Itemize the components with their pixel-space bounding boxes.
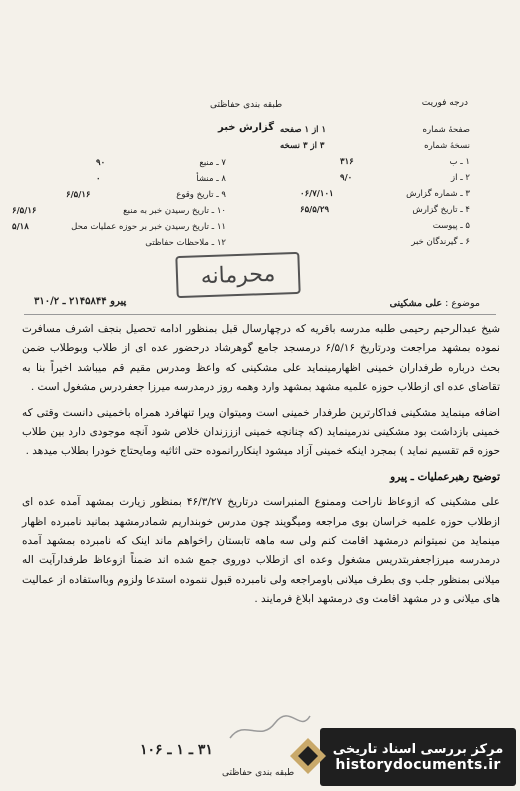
field-row: ۱۲ ـ ملاحظات حفاظتی xyxy=(145,238,226,248)
classification-label: طبقه بندی حفاظتی xyxy=(210,100,283,110)
subject-value: علی مشکینی xyxy=(389,298,443,309)
form-title: گزارش خبر xyxy=(218,122,275,133)
right-fields xyxy=(260,122,470,250)
subject-label: موضوع : xyxy=(445,298,480,309)
body-paragraph: شیخ عبدالرحیم رحیمی طلبه مدرسه باقریه که درچهارسال قبل بمنظور ادامه تحصیل بنجف اشرف مسافرت نموده بمشهد مراجعت ودرتاریخ ۶/۵/۱۶ درمسجد جامع گوهرشاد درحضور عده ای از طلاب وبوطلاب ضمن بحث درباره طرفداران خمینی اظهارمینماید علی مشکینی که واعظ ومدرس مقیم قم میباشد اخیراً بنا به تقاضای عده ای ازطلاب حوزه علمیه مشهد بمشهد وارد وهمه روز درمدرسه میرزا جعفردرس مشغول است . xyxy=(22,323,500,394)
footer-ref-number: ۳۱ ـ ۱ ـ ۱۰۶ xyxy=(140,742,213,758)
footer-classification: طبقه بندی حفاظتی xyxy=(222,768,295,778)
field-row: ۳ ـ شماره گزارش ۰۶/۷/۱۰۱ xyxy=(300,189,470,199)
archive-logo-icon xyxy=(288,736,328,776)
field-row: ۷ ـ منبع ۹۰ xyxy=(96,158,226,168)
field-row: ۸ ـ منشأ ۰ xyxy=(96,174,226,184)
degree-label: درجه فوریت xyxy=(421,98,468,108)
field-row: ۹ ـ تاریخ وقوع ۶/۵/۱۶ xyxy=(66,190,226,200)
field-row: ۶ ـ گیرندگان خبر xyxy=(411,237,470,247)
site-watermark xyxy=(320,728,516,786)
watermark-url: historydocuments.ir xyxy=(335,756,501,773)
watermark-title: مرکز بررسی اسناد تاریخی xyxy=(332,741,504,757)
field-row: ۵ ـ پیوست xyxy=(432,221,470,231)
report-body xyxy=(22,320,500,616)
subject-divider xyxy=(24,314,496,315)
confidential-stamp: محرمانه xyxy=(175,252,300,298)
field-row: ۱۱ ـ تاریخ رسیدن خبر بر حوزه عملیات محل ۵/۱۸ xyxy=(12,222,226,232)
field-row: ۲ ـ از ۹/۰ xyxy=(340,173,470,183)
field-row: صفحهٔ شماره ۱ از ۱ صفحه xyxy=(280,125,470,135)
operations-note-heading: توضیح رهبرعملیات ـ پیرو xyxy=(390,470,500,483)
field-row: نسخهٔ شماره ۳ از ۳ نسخه xyxy=(280,141,470,151)
left-fields xyxy=(12,155,226,251)
body-paragraph: علی مشکینی که ازوعاظ ناراحت وممنوع المنبراست درتاریخ ۴۶/۳/۲۷ بمنظور زیارت بمشهد آمده عده ای ازطلاب حوزه علمیه خراسان بوی مراجعه ومیگویند چون مدرس خوبنداریم شمادرمشهد بمانید نامبرده اظهار مینماید من نمیتوانم درمشهد اقامت کنم ولی سه ماهه تابستان راخواهم ماند اینک که نامبرده بمشهد آمده درمدرسه میرزاجعفربتدریس مشغول وعده ای ازطلاب دوروی جمع شده اند ضمناً ازوعاظ طرفدارآیت اله میلانی بمنظور جلب وی بطرف میلانی باومراجعه ولی نامبرده قبول ننموده استدعا ولزوم وبااستفاده از عمالیت های میلانی و در مشهد اقامت وی درمشهد ابلاغ فرمایند . xyxy=(22,496,501,606)
field-row: ۱ ـ ب ۳۱۶ xyxy=(340,157,470,167)
reference-number: پیرو ۲۱۴۵۸۴۴ ـ ۳۱۰/۲ xyxy=(34,296,127,307)
field-row: ۴ ـ تاریخ گزارش ۶۵/۵/۲۹ xyxy=(300,205,470,215)
body-paragraph: اضافه مینماید مشکینی فداکارترین طرفدار خمینی است ومیتوان ویرا تنهافرد همراه باخمینی دانست وقتی که خمینی بازداشت بود مشکینی ندرمینماید (که چنانچه خمینی ازززندان خلاص شود آنچه موجودی دارد بین طلاب حوزه قم تقسیم نماید ) بمجرد اینکه خمینی آزاد میشود اینکاررانموده حتی اثاثیه ومایحتاج خودرا بطلاب میدهد . xyxy=(22,406,500,458)
field-row: ۱۰ ـ تاریخ رسیدن خبر به منبع ۶/۵/۱۶ xyxy=(12,206,226,216)
